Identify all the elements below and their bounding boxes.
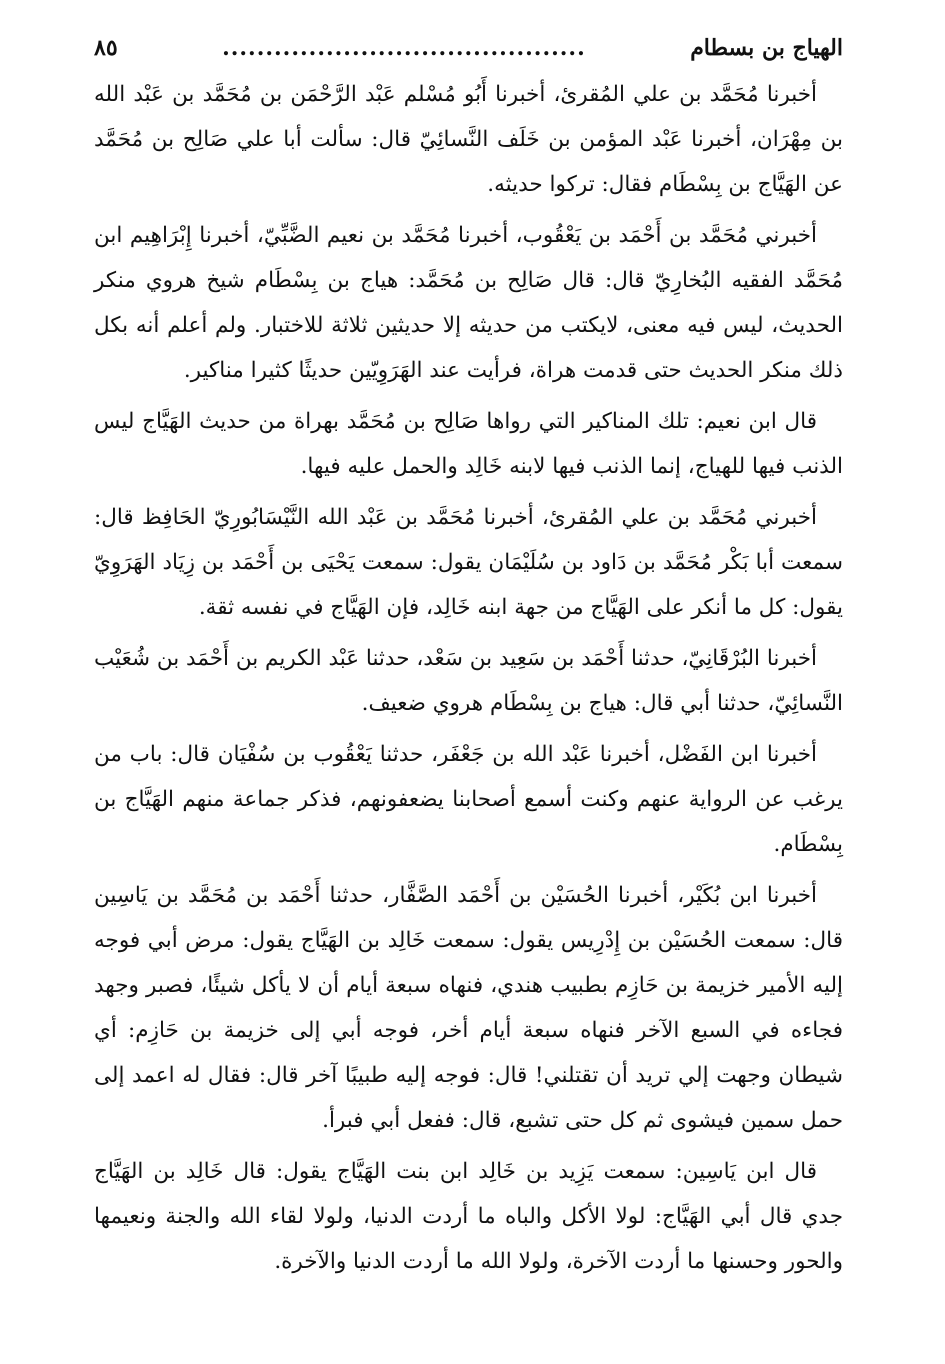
- paragraph: أخبرنا مُحَمَّد بن علي المُقرئ، أخبرنا أَبُو مُسْلم عَبْد الرَّحْمَن بن مُحَمَّد بن عَبْد الله بن مِهْرَان، أخبرنا عَبْد المؤمن بن خَلَف النَّسائِيّ قال: سألت أبا علي صَالِح بن مُحَمَّد عن الهَيَّاج بن بِسْطَام فقال: تركوا حديثه.: [94, 82, 843, 197]
- leader-dots: ..........................................: [222, 35, 586, 61]
- running-head-title: الهياج بن بسطام: [690, 35, 843, 61]
- page-number: ٨٥: [94, 35, 118, 61]
- paragraph: أخبرني مُحَمَّد بن أَحْمَد بن يَعْقُوب، أخبرنا مُحَمَّد بن نعيم الضَّبِّيّ، أخبرنا إِبْرَاهِيم ابن مُحَمَّد الفقيه البُخارِيّ قال: قال صَالِح بن مُحَمَّد: هياج بن بِسْطَام شيخ هروي منكر الحديث، ليس فيه معنى، لايكتب من حديثه إلا حديثين ثلاثة للاختبار. ولم أعلم أنه بكل ذلك منكر الحديث حتى قدمت هراة، فرأيت عند الهَرَوِيّين حديثًا كثيرا مناكير.: [94, 223, 843, 383]
- paragraph: أخبرنا البُرْقَانِيّ، حدثنا أَحْمَد بن سَعِيد بن سَعْد، حدثنا عَبْد الكريم بن أَحْمَد بن شُعَيْب النَّسائِيّ، حدثنا أبي قال: هياج بن بِسْطَام هروي ضعيف.: [94, 646, 843, 716]
- paragraph: أخبرنا ابن بُكَيْر، أخبرنا الحُسَيْن بن أَحْمَد الصَّفَّار، حدثنا أَحْمَد بن مُحَمَّد بن يَاسِين قال: سمعت الحُسَيْن بن إِدْرِيس يقول: سمعت خَالِد بن الهَيَّاج يقول: مرض أبي فوجه إليه الأمير خزيمة بن حَازِم بطبيب هندي، فنهاه سبعة أيام أن لا يأكل شيئًا، فصبر وجهد فجاءه في السبع الآخر فنهاه سبعة أيام أخر، فوجه أبي إلى خزيمة بن حَازِم: أي شيطان وجهت إلي تريد أن تقتلني! قال: فوجه إليه طبيبًا آخر قال: فقال له اعمد إلى حمل سمين فيشوى ثم كل حتى تشبع، قال: ففعل أبي فبرأ.: [94, 883, 843, 1133]
- paragraph: قال ابن يَاسِين: سمعت يَزِيد بن خَالِد ابن بنت الهَيَّاج يقول: قال خَالِد بن الهَيَّاج جدي قال أبي الهَيَّاج: لولا الأكل والباه ما أردت الدنيا، ولولا لقاء الله والجنة ونعيمها والحور وحسنها ما أردت الآخرة، ولولا الله ما أردت الدنيا والآخرة.: [94, 1159, 843, 1274]
- paragraph: قال ابن نعيم: تلك المناكير التي رواها صَالِح بن مُحَمَّد بهراة من حديث الهَيَّاج ليس الذنب فيها للهياج، إنما الذنب فيها لابنه خَالِد والحمل عليه فيها.: [94, 409, 843, 479]
- paragraph: أخبرنا ابن الفَضْل، أخبرنا عَبْد الله بن جَعْفَر، حدثنا يَعْقُوب بن سُفْيَان قال: باب من يرغب عن الرواية عنهم وكنت أسمع أصحابنا يضعفونهم، فذكر جماعة منهم الهَيَّاج بن بِسْطَام.: [94, 742, 843, 857]
- body-text: [94, 72, 843, 1284]
- running-head: [94, 28, 843, 72]
- paragraph: أخبرني مُحَمَّد بن علي المُقرئ، أخبرنا مُحَمَّد بن عَبْد الله النَّيْسَابُورِيّ الحَافِظ قال: سمعت أبا بَكْر مُحَمَّد بن دَاود بن سُلَيْمَان يقول: سمعت يَحْيَى بن أَحْمَد بن زِيَاد الهَرَوِيّ يقول: كل ما أنكر على الهَيَّاج من جهة ابنه خَالِد، فإن الهَيَّاج في نفسه ثقة.: [94, 505, 843, 620]
